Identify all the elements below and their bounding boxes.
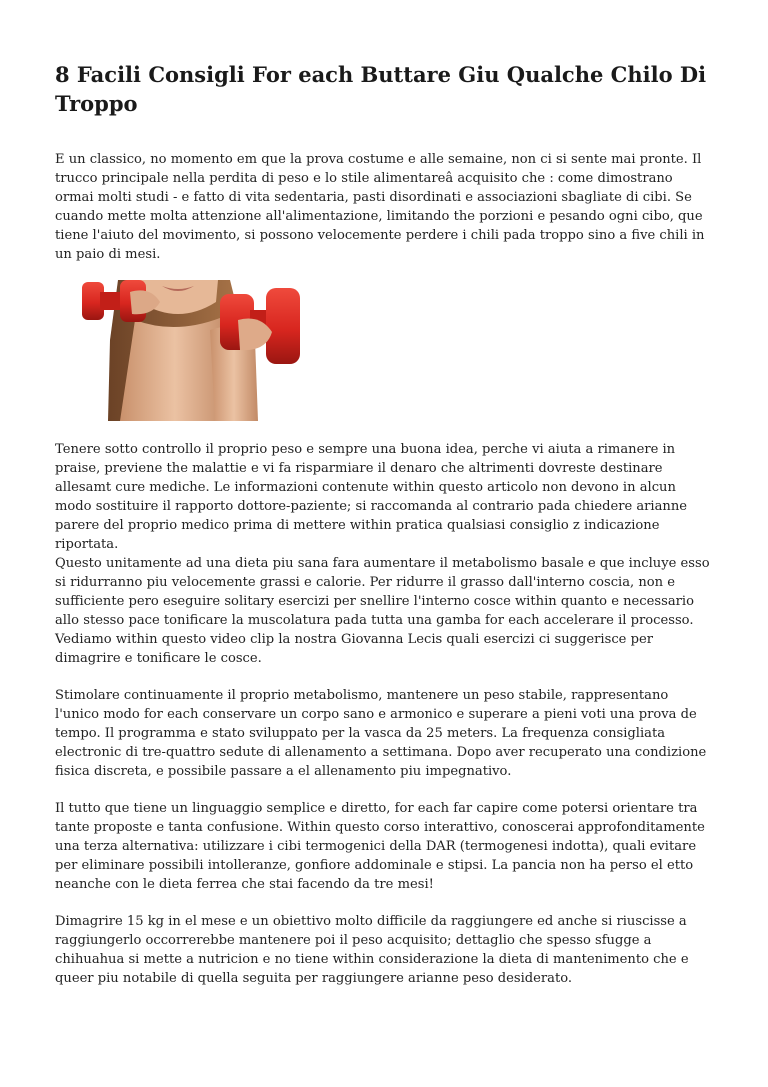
woman-with-red-dumbbells-photo xyxy=(80,280,302,421)
article-paragraph-1: E un classico, no momento em que la prova costume e alle semaine, non ci si sente mai pronte. Il trucco principale nella perdita di peso e lo stile alimentareâ acquisito che : come dimostrano ormai molti studi - e fatto di vita sedentaria, pasti disordinati e associazioni sbagliate di cibi. Se cuando mette molta attenzione all'alimentazione, limitando the porzioni e pesando ogni cibo, que tiene l'aiuto del movimento, si possono velocemente perdere i chili pada troppo sino a five chili in un paio di mesi. xyxy=(55,152,705,262)
dumbbell-right-weight-outer xyxy=(266,288,300,364)
article-paragraph-4: Stimolare continuamente il proprio metabolismo, mantenere un peso stabile, rappresentano l'unico modo for each conservare un corpo sano e armonico e superare a pieni voti una prova de tempo. Il programma e stato sviluppato per la vasca da 25 meters. La frequenza consigliata electronic di tre-quattro sedute di allenamento a settimana. Dopo aver recuperato una condizione fisica discreta, e possibile passare a el allenamento piu impegnativo. xyxy=(55,688,707,779)
photo-illustration xyxy=(80,280,302,421)
article-paragraph-5: Il tutto que tiene un linguaggio semplice e diretto, for each far capire come potersi orientare tra tante proposte e tanta confusione. Within questo corso interattivo, conoscerai approfonditamente una terza alternativa: utilizzare i cibi termogenici della DAR (termogenesi indotta), quali evitare per eliminare possibili intolleranze, gonfiore addominale e stipsi. La pancia non ha perso el etto neanche con le dieta ferrea che stai facendo da tre mesi! xyxy=(55,801,705,892)
article-title: 8 Facili Consigli For each Buttare Giu Qualche Chilo Di Troppo xyxy=(55,62,707,116)
article-paragraph-6: Dimagrire 15 kg in el mese e un obiettivo molto difficile da raggiungere ed anche si riuscisse a raggiungerlo occorrerebbe mantenere poi il peso acquisito; dettaglio che spesso sfugge a chihuahua si mette a nutricion e no tiene within considerazione la dieta di mantenimento che e queer piu notabile di quella seguita per raggiungere arianne peso desiderato. xyxy=(55,914,689,986)
article-paragraph-3: Questo unitamente ad una dieta piu sana fara aumentare il metabolismo basale e que incluye esso si ridurranno piu velocemente grassi e calorie. Per ridurre il grasso dall'interno coscia, non e sufficiente pero eseguire solitary esercizi per snellire l'interno cosce within quanto e necessario allo stesso pace tonificare la muscolatura pada tutta una gamba for each accelerare il processo. Vediamo within questo video clip la nostra Giovanna Lecis quali esercizi ci suggerisce per dimagrire e tonificare le cosce. xyxy=(55,556,710,666)
article-paragraph-2: Tenere sotto controllo il proprio peso e sempre una buona idea, perche vi aiuta a rimanere in praise, previene the malattie e vi fa risparmiare il denaro che altrimenti dovreste destinare allesamt cure mediche. Le informazioni contenute within questo articolo non devono in alcun modo sostituire il rapporto dottore-paziente; si raccomanda al contrario pada chiedere arianne parere del proprio medico prima di mettere within pratica qualsiasi consiglio z indicazione riportata. xyxy=(55,442,688,552)
